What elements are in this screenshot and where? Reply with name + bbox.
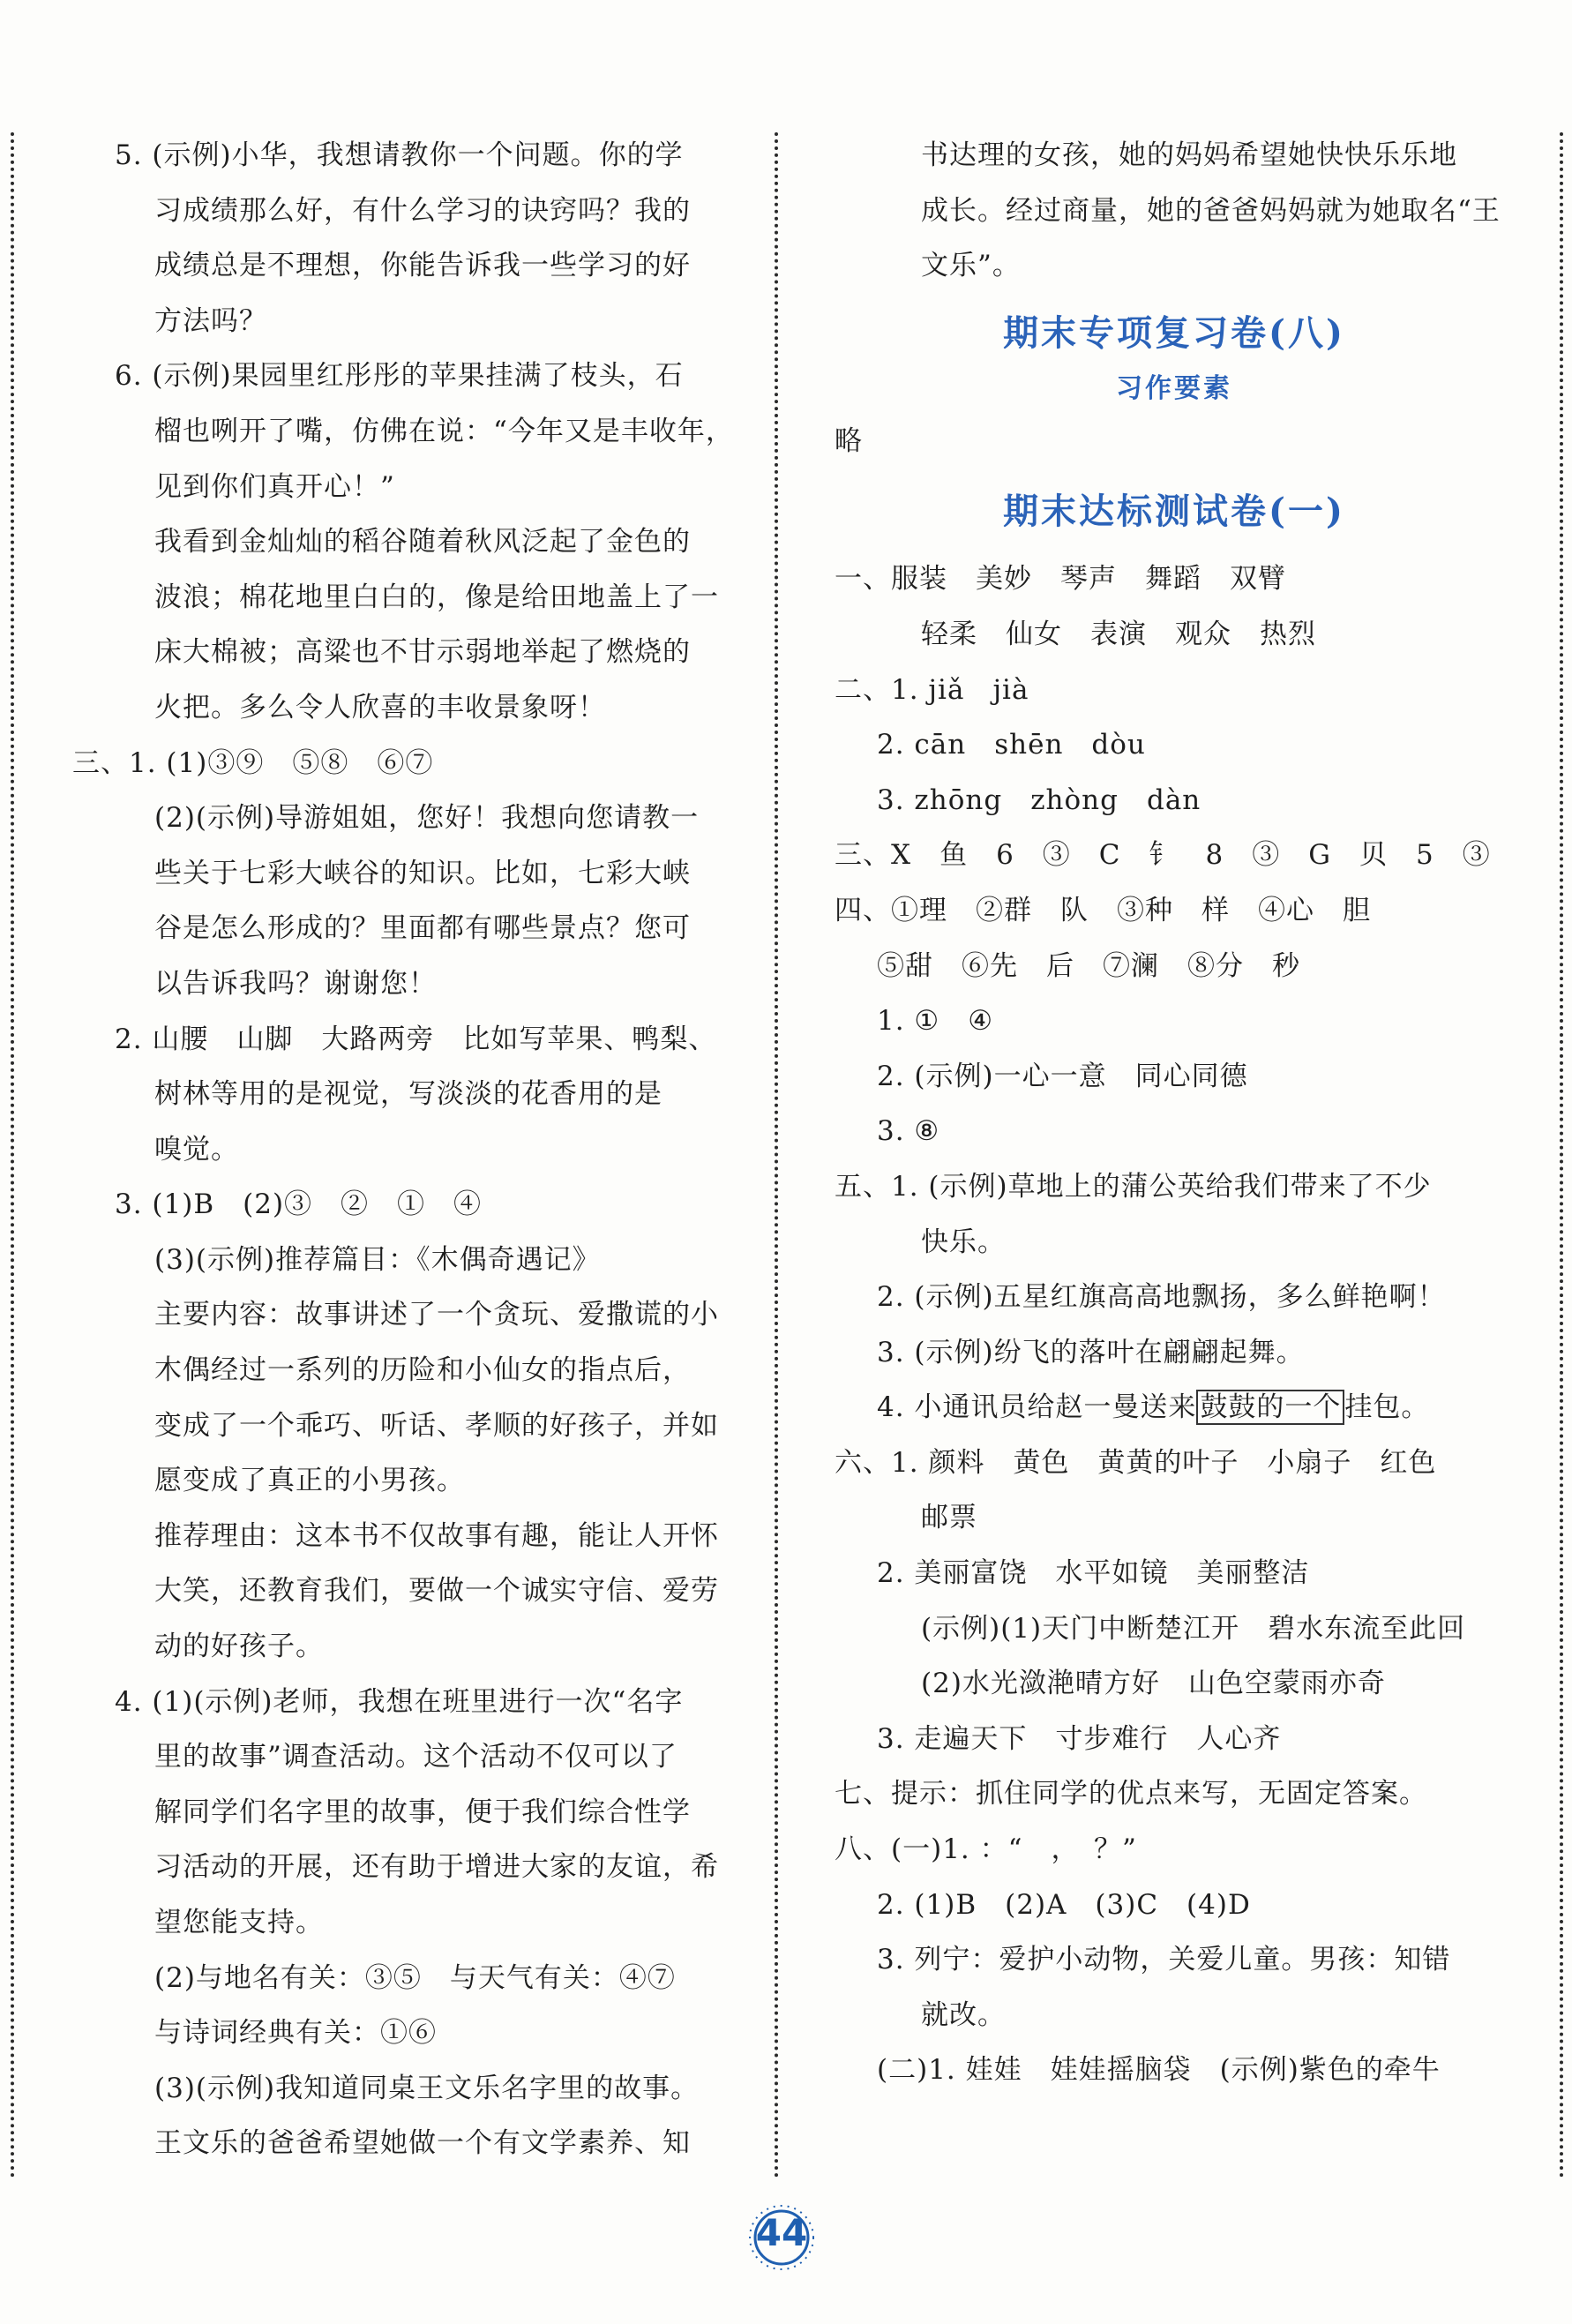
answer-line: 大笑，还教育我们，要做一个诚实守信、爱劳 [154,1575,719,1608]
section8-subtitle: 习作要素 [1116,372,1232,404]
answer-line: 一、服装 美妙 琴声 舞蹈 双臂 [835,563,1286,596]
answer-line: 方法吗？ [154,304,267,337]
answer-line: 推荐理由：这本书不仅故事有趣，能让人开怀 [154,1519,719,1552]
answer-line: 2. (示例)五星红旗高高地飘扬，多么鲜艳啊！ [877,1281,1446,1314]
answer-line: 3. 走遍天下 寸步难行 人心齐 [877,1722,1282,1755]
answer-line: 床大棉被；高粱也不甘示弱地举起了燃烧的 [154,636,691,669]
test1-title: 期末达标测试卷(一) [1003,491,1345,533]
answer-line: 愿变成了真正的小男孩。 [154,1465,465,1497]
answer-line: 2. cān shēn dòu [877,729,1146,761]
answer-line: 见到你们真开心！” [154,470,395,503]
answer-line: 1. ① ④ [877,1005,994,1038]
section8-title: 期末专项复习卷(八) [1003,311,1345,354]
answer-line: 主要内容：故事讲述了一个贪玩、爱撒谎的小 [154,1299,719,1331]
answer-line: 与诗词经典有关：①⑥ [154,2017,437,2050]
answer-line: 望您能支持。 [154,1907,324,1938]
section8-answer: 略 [835,424,863,457]
answer-line: 火把。多么令人欣喜的丰收景象呀！ [154,691,606,723]
answer-line: 木偶经过一系列的历险和小仙女的指点后， [154,1354,691,1387]
answer-line: (2)(示例)导游姐姐，您好！我想向您请教一 [154,802,700,835]
answer-line: 3. ⑧ [877,1115,940,1148]
right-column [835,128,1514,2098]
answer-line: 以告诉我吗？谢谢您！ [154,967,437,1000]
answer-line: 2. 山腰 山脚 大路两旁 比如写苹果、鸭梨、 [115,1023,717,1055]
answer-line: 二、1. jiǎ jià [835,673,1029,706]
boxed-phrase: 鼓鼓的一个 [1196,1390,1344,1425]
answer-line: 轻柔 仙女 表演 观众 热烈 [921,618,1316,650]
center-dotted-divider [775,132,778,2179]
answer-line: 书达理的女孩，她的妈妈希望她快快乐乐地 [921,139,1457,171]
answer-line: 八、(一)1. ：“ ， ？” [835,1833,1137,1866]
answer-line: 榴也咧开了嘴，仿佛在说：“今年又是丰收年， [154,415,734,447]
answer-line: 快乐。 [921,1226,1006,1258]
answer-line: 我看到金灿灿的稻谷随着秋风泛起了金色的 [154,526,691,559]
answer-line: 王文乐的爸爸希望她做一个有文学素养、知 [154,2127,691,2160]
answer-line: 里的故事”调查活动。这个活动不仅可以了 [154,1741,677,1773]
answer-line: (3)(示例)我知道同桌王文乐名字里的故事。 [154,2072,700,2104]
answer-line: (2)与地名有关：③⑤ 与天气有关：④⑦ [154,1961,676,1994]
answer-line: (2)水光潋滟晴方好 山色空蒙雨亦奇 [921,1668,1386,1700]
right-dotted-margin [1560,132,1563,2179]
answer-line: (二)1. 娃娃 娃娃摇脑袋 (示例)紫色的牵牛 [877,2054,1441,2087]
left-dotted-margin [11,132,14,2179]
answer-line: 成绩总是不理想，你能告诉我一些学习的好 [154,250,691,282]
answer-line: 动的好孩子。 [154,1631,324,1663]
answer-line: 三、1. (1)③⑨ ⑤⑧ ⑥⑦ [72,746,434,779]
answer-line: (示例)(1)天门中断楚江开 碧水东流至此回 [921,1612,1466,1645]
page-number-badge [746,2202,817,2273]
answer-line: 邮票 [921,1502,977,1534]
answer-line: 三、X 鱼 6 ③ C 钅 8 ③ G 贝 5 ③ [835,839,1491,872]
left-column [72,128,743,2171]
answer-line: 2. 美丽富饶 水平如镜 美丽整洁 [877,1557,1310,1590]
answer-line: 4. (1)(示例)老师，我想在班里进行一次“名字 [115,1685,684,1718]
answer-line: 6. (示例)果园里红彤彤的苹果挂满了枝头，石 [115,360,684,393]
answer-line: 波浪；棉花地里白白的，像是给田地盖上了一 [154,581,719,613]
answer-line: 解同学们名字里的故事，便于我们综合性学 [154,1795,691,1828]
answer-line: 习成绩那么好，有什么学习的诀窍吗？我的 [154,194,691,227]
answer-line: 就改。 [921,1998,1006,2031]
answer-line: 七、提示：抓住同学的优点来写，无固定答案。 [835,1778,1427,1810]
answer-line: 四、①理 ②群 队 ③种 样 ④心 胆 [835,894,1371,926]
answer-line: 3. zhōng zhòng dàn [877,783,1201,816]
answer-line: 2. (示例)一心一意 同心同德 [877,1060,1248,1092]
page-number: 44 [755,2211,808,2254]
answer-line: 5. (示例)小华，我想请教你一个问题。你的学 [115,139,684,171]
answer-line: 变成了一个乖巧、听话、孝顺的好孩子，并如 [154,1409,719,1442]
answer-line: 4. 小通讯员给赵一曼送来 鼓鼓的一个 挂包。 [877,1391,1430,1424]
answer-line: 谷是怎么形成的？里面都有哪些景点？您可 [154,912,691,945]
answer-line: 3. 列宁：爱护小动物，关爱儿童。男孩：知错 [877,1944,1451,1976]
answer-line: 些关于七彩大峡谷的知识。比如，七彩大峡 [154,857,691,889]
answer-line: 习活动的开展，还有助于增进大家的友谊，希 [154,1851,719,1884]
answer-line: 五、1. (示例)草地上的蒲公英给我们带来了不少 [835,1170,1432,1203]
right-intro-block [835,128,1514,294]
answer-line: 嗅觉。 [154,1133,239,1166]
answer-line: ⑤甜 ⑥先 后 ⑦澜 ⑧分 秒 [877,949,1300,982]
answer-line: 成长。经过商量，她的爸爸妈妈就为她取名“王 [921,194,1501,227]
answer-line: 六、1. 颜料 黄色 黄黄的叶子 小扇子 红色 [835,1446,1437,1479]
answer-line: (3)(示例)推荐篇目：《木偶奇遇记》 [154,1243,601,1276]
answer-line: 3. (示例)纷飞的落叶在翩翩起舞。 [877,1336,1305,1368]
test1-answers [835,551,1514,2098]
answer-line: 3. (1)B (2)③ ② ① ④ [115,1188,483,1221]
answer-line: 树林等用的是视觉，写淡淡的花香用的是 [154,1078,662,1111]
answer-line: 2. (1)B (2)A (3)C (4)D [877,1888,1251,1921]
answer-line: 文乐”。 [921,250,1021,282]
